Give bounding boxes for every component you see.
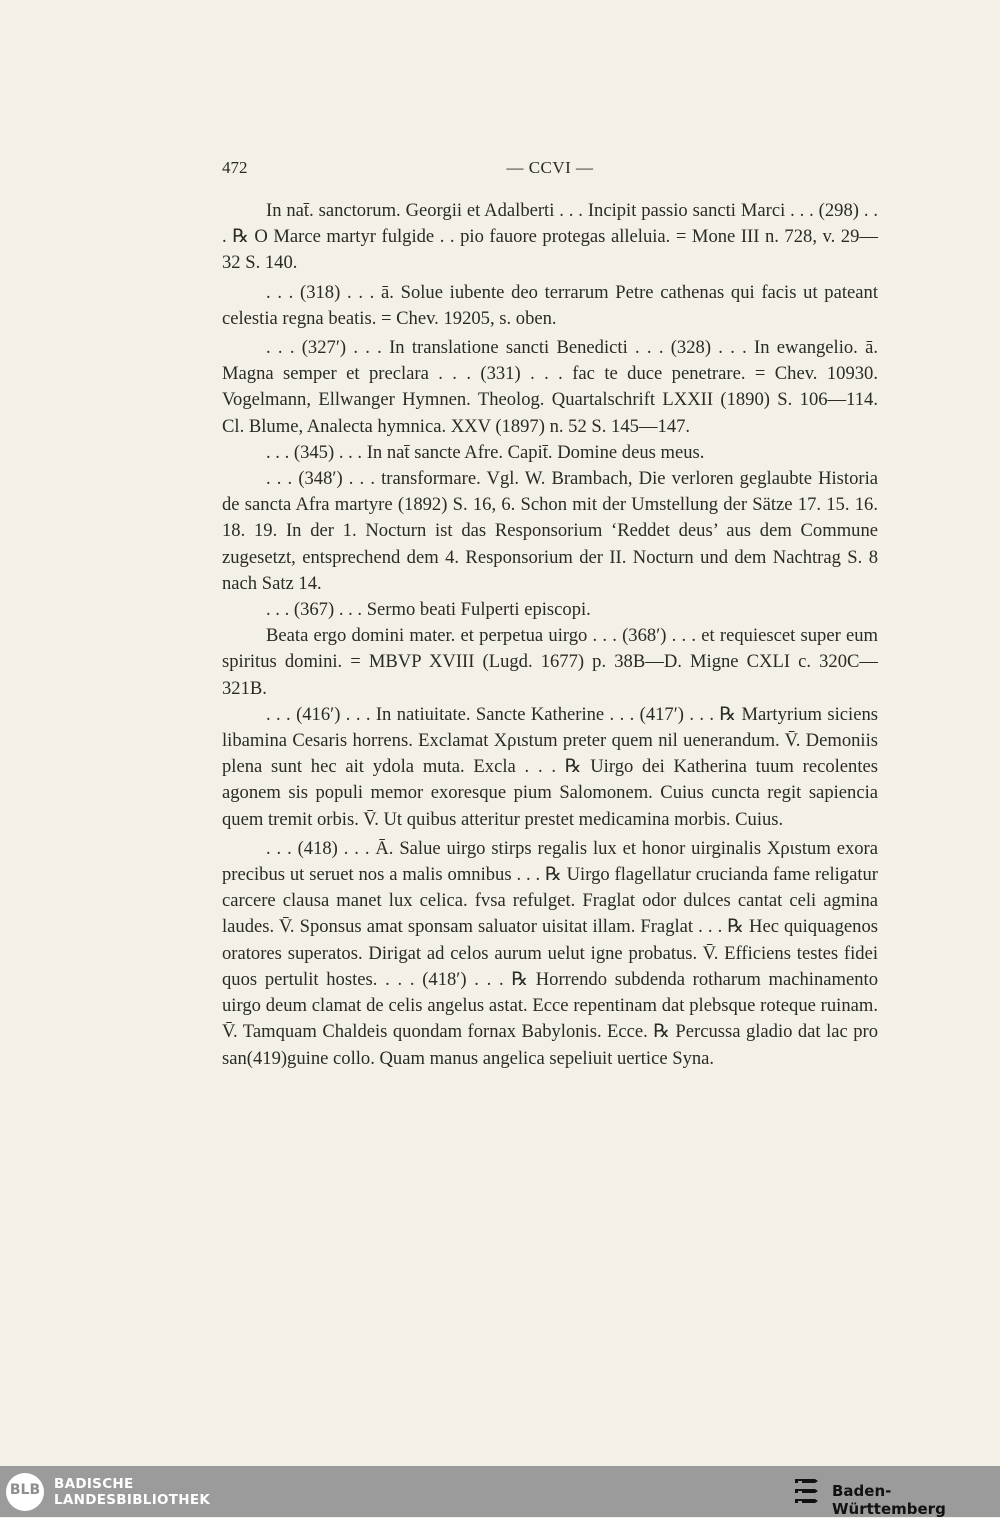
paragraph: . . . (418) . . . Ā. Salue uirgo stirps regalis lux et honor uirginalis Xριstum exora precibus ut seruet nos a malis omnibus . . . ℞ Uirgo flagellatur crucianda fame religatur carcere clausa manet lux celica. fvsa refulget. Fraglat odor dulces cantat celi agmina laudes. V̄. Sponsus amat sponsam saluator uisitat illam. Fraglat . . . ℞ Hec quiquagenos oratores superatos. Dirigat ad celos aurum uelut igne probatus. V̄. Efficiens testes fidei quos pertulit hostes. . . . (418′) . . . ℞ Horrendo subdenda rotharum machinamento uirgo deum clamat de celis angelus astat. Ecce repentinam dat plebsque roteque ruinam. V̄. Tamquam Chaldeis quondam fornax Babylonis. Ecce. ℞ Percussa gladio dat lac pro san(419)guine collo. Quam manus angelica sepeliuit uertice Syna. (222, 837, 878, 1069)
page-number: 472 (222, 158, 248, 177)
paragraph: . . . (367) . . . Sermo beati Fulperti episcopi. (266, 599, 591, 621)
running-head: — CCVI — (506, 158, 594, 177)
paragraph: Beata ergo domini mater. et perpetua uirgo . . . (368′) . . . et requiescet super eum spiritus domini. = MBVP XVIII (Lugd. 1677) p. 38B—D. Migne CXLI c. 320C—321B. (222, 625, 878, 699)
blb-logo[interactable] (6, 1473, 44, 1511)
page-header (222, 158, 878, 182)
library-name-line1: BADISCHE (54, 1476, 134, 1492)
library-name-line2: LANDESBIBLIOTHEK (54, 1492, 211, 1508)
blb-logo-text: BLB (9, 1482, 41, 1498)
paragraph: . . . (348′) . . . transformare. Vgl. W. Brambach, Die verloren geglaubte Historia de sancta Afra martyre (1892) S. 16, 6. Schon mit der Umstellung der Sätze 17. 15. 16. 18. 19. In der 1. Nocturn ist das Responsorium ‘Reddet deus’ aus dem Commune zugesetzt, entsprechend dem 4. Responsorium der II. Nocturn und dem Nachtrag S. 8 nach Satz 14. (222, 468, 878, 594)
paragraph: In nat̄. sanctorum. Georgii et Adalberti . . . Incipit passio sancti Marci . . . (298) . . . ℞ O Marce martyr fulgide . . pio fauore protegas alleluia. = Mone III n. 728, v. 29—32 S. 140. (222, 200, 878, 274)
paragraph: . . . (327′) . . . In translatione sancti Benedicti . . . (328) . . . In ewangelio. ā. Magna semper et preclara . . . (331) . . . fac te duce penetrare. = Chev. 10930. Vogelmann, Ellwanger Hymnen. Theolog. Quartalschrift LXXII (1890) S. 106—114. Cl. Blume, Analecta hymnica. XXV (1897) n. 52 S. 145—147. (222, 337, 878, 437)
paragraph: . . . (416′) . . . In natiuitate. Sancte Katherine . . . (417′) . . . ℞ Martyrium siciens libamina Cesaris horrens. Exclamat Xριstum preter quem nil uenerandum. V̄. Demoniis plena sunt hec ait ydola muta. Excla . . . ℞ Uirgo dei Katherina tuum recolentes agonem sis populi memor exoresque pium Salomonem. Cuius cuncta regit sapiencia quem tremit orbis. V̄. Ut quibus atteritur prestet medicamina morbis. Cuius. (222, 703, 878, 830)
three-lions-emblem-icon (792, 1476, 822, 1508)
viewer-footer-bar (0, 1466, 1000, 1517)
state-name[interactable]: Baden-Württemberg (832, 1482, 946, 1518)
page-body (222, 198, 878, 1072)
paragraph: . . . (345) . . . In nat̄ sancte Afre. Capit̄. Domine deus meus. (266, 441, 705, 463)
library-name[interactable] (54, 1476, 210, 1508)
paragraph: . . . (318) . . . ā. Solue iubente deo terrarum Petre cathenas qui facis ut pateant celestia regna beatis. = Chev. 19205, s. oben. (222, 281, 878, 329)
